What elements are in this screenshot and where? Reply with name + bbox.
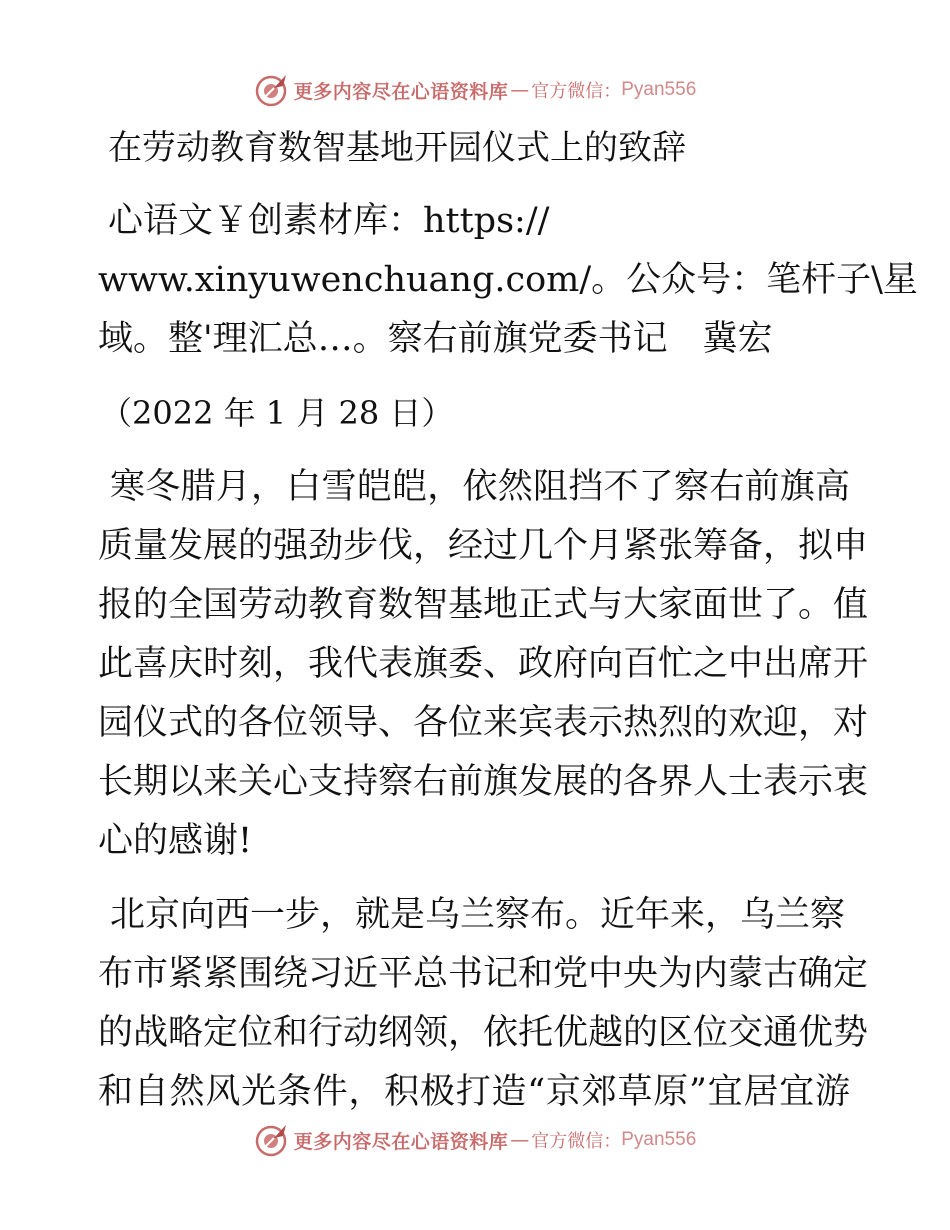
- watermark-footer: [0, 1118, 950, 1162]
- source-line-1: 心语文￥创素材库：https://: [108, 201, 550, 241]
- watermark-wechat-id: Pyan556: [621, 1129, 697, 1150]
- watermark-dash: —: [510, 79, 530, 101]
- paragraph1-line-1: 寒冬腊月，白雪皑皑，依然阻挡不了察右前旗高: [110, 467, 850, 507]
- watermark-brand: 更多内容尽在心语资料库: [293, 80, 509, 103]
- watermark-brand: 更多内容尽在心语资料库: [293, 1130, 509, 1153]
- paragraph1-line-2: 质量发展的强劲步伐，经过几个月紧张筹备，拟申: [98, 526, 869, 566]
- document-date: （2022 年 1 月 28 日）: [100, 394, 454, 432]
- watermark-label: 官方微信：: [531, 81, 622, 102]
- quill-logo-icon: [254, 72, 290, 108]
- watermark-header: [0, 68, 950, 112]
- document-title: 在劳动教育数智基地开园仪式上的致辞: [108, 128, 686, 168]
- watermark-label: 官方微信：: [531, 1131, 622, 1152]
- watermark-wechat-id: Pyan556: [621, 79, 697, 100]
- paragraph2-line-3: 的战略定位和行动纲领，依托优越的区位交通优势: [98, 1013, 869, 1053]
- paragraph2-line-2: 布市紧紧围绕习近平总书记和党中央为内蒙古确定: [98, 954, 869, 994]
- paragraph2-line-1: 北京向西一步，就是乌兰察布。近年来，乌兰察: [110, 895, 846, 935]
- watermark-dash: —: [510, 1129, 530, 1151]
- paragraph1-line-3: 报的全国劳动教育数智基地正式与大家面世了。值: [98, 585, 869, 625]
- paragraph1-line-5: 园仪式的各位领导、各位来宾表示热烈的欢迎，对: [98, 703, 869, 743]
- paragraph1-line-4: 此喜庆时刻，我代表旗委、政府向百忙之中出席开: [98, 644, 869, 684]
- paragraph1-line-6: 长期以来关心支持察右前旗发展的各界人士表示衷: [98, 762, 869, 802]
- quill-logo-icon: [254, 1122, 290, 1158]
- source-line-3: 域。整'理汇总…。察右前旗党委书记 冀宏: [98, 319, 773, 359]
- paragraph2-line-4: 和自然风光条件，积极打造“京郊草原”宜居宜游: [98, 1072, 850, 1112]
- paragraph1-line-7: 心的感谢!: [98, 821, 253, 861]
- source-line-2: www.xinyuwenchuang.com/。公众号：笔杆子\星: [98, 260, 918, 300]
